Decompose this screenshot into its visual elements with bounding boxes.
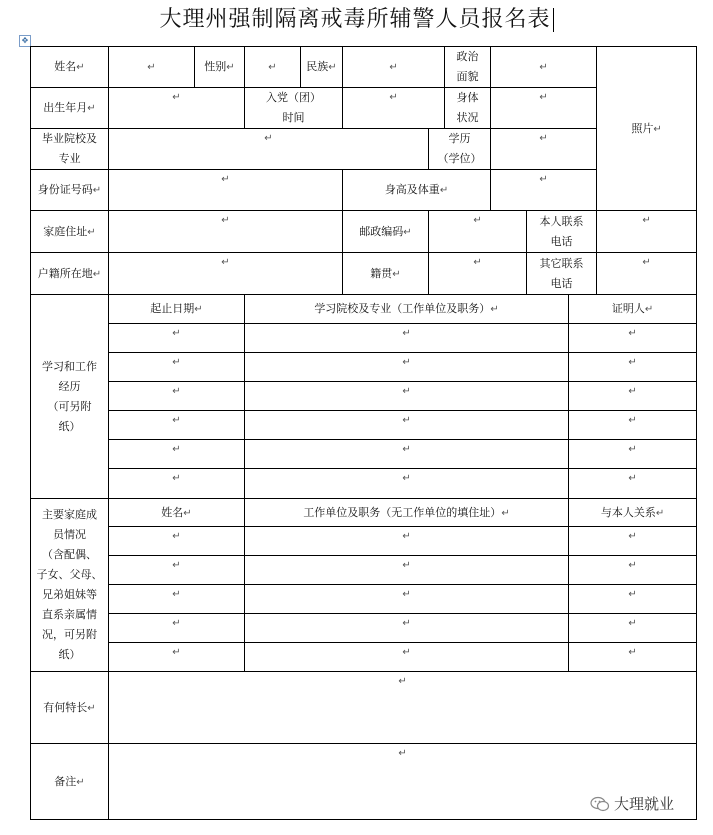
skills-label: 有何特长↵ <box>31 672 109 744</box>
photo-box[interactable]: 照片↵ <box>597 47 697 211</box>
table-row[interactable]: ↵ ↵ ↵ <box>31 527 697 556</box>
table-row[interactable]: ↵ ↵ ↵ <box>31 643 697 672</box>
height-field[interactable]: ↵ <box>491 170 597 211</box>
party-label: 入党（团） 时间 <box>245 88 343 129</box>
education-label: 学历 （学位） <box>429 129 491 170</box>
ethnicity-field[interactable]: ↵ <box>343 47 445 88</box>
health-field[interactable]: ↵ <box>491 88 597 129</box>
skills-field[interactable]: ↵ <box>109 672 697 744</box>
table-row[interactable]: ↵ ↵ ↵ <box>31 353 697 382</box>
remarks-label: 备注↵ <box>31 744 109 820</box>
table-row[interactable]: ↵ ↵ ↵ <box>31 324 697 353</box>
other-phone-field[interactable]: ↵ <box>597 253 697 295</box>
id-field[interactable]: ↵ <box>109 170 343 211</box>
hukou-field[interactable]: ↵ <box>109 253 343 295</box>
text-cursor <box>553 8 554 32</box>
family-label: 主要家庭成 员情况 （含配偶、 子女、父母、 兄弟姐妹等 直系亲属情 况，可另附 纸） <box>31 499 109 672</box>
history-col-dates: 起止日期↵ <box>109 295 245 324</box>
table-row[interactable]: ↵ ↵ ↵ <box>31 469 697 499</box>
birth-field[interactable]: ↵ <box>109 88 245 129</box>
history-col-school: 学习院校及专业（工作单位及职务）↵ <box>245 295 569 324</box>
birth-label: 出生年月↵ <box>31 88 109 129</box>
table-row[interactable]: ↵ ↵ ↵ <box>31 614 697 643</box>
school-label: 毕业院校及 专业 <box>31 129 109 170</box>
name-label: 姓名↵ <box>31 47 109 88</box>
table-move-handle-icon[interactable]: ✥ <box>19 35 31 47</box>
native-field[interactable]: ↵ <box>429 253 527 295</box>
phone-label: 本人联系 电话 <box>527 211 597 253</box>
family-col-name: 姓名↵ <box>109 499 245 527</box>
other-phone-label: 其它联系 电话 <box>527 253 597 295</box>
table-row[interactable]: ↵ ↵ ↵ <box>31 440 697 469</box>
address-field[interactable]: ↵ <box>109 211 343 253</box>
party-field[interactable]: ↵ <box>343 88 445 129</box>
gender-field[interactable]: ↵ <box>245 47 301 88</box>
history-label: 学习和工作 经历 （可另附 纸） <box>31 295 109 499</box>
table-row[interactable]: ↵ ↵ ↵ <box>31 411 697 440</box>
table-row[interactable]: ↵ ↵ ↵ <box>31 556 697 585</box>
family-col-relation: 与本人关系↵ <box>569 499 697 527</box>
table-row[interactable]: ↵ ↵ ↵ <box>31 382 697 411</box>
education-field[interactable]: ↵ <box>491 129 597 170</box>
id-label: 身份证号码↵ <box>31 170 109 211</box>
form-title: 大理州强制隔离戒毒所辅警人员报名表 <box>0 2 713 33</box>
political-label: 政治 面貌 <box>445 47 491 88</box>
registration-form-table <box>30 46 697 820</box>
gender-label: 性别↵ <box>195 47 245 88</box>
wechat-icon <box>590 796 610 812</box>
postcode-field[interactable]: ↵ <box>429 211 527 253</box>
family-col-work: 工作单位及职务（无工作单位的填住址）↵ <box>245 499 569 527</box>
watermark: 大理就业 <box>590 793 674 814</box>
address-label: 家庭住址↵ <box>31 211 109 253</box>
postcode-label: 邮政编码↵ <box>343 211 429 253</box>
political-field[interactable]: ↵ <box>491 47 597 88</box>
name-field[interactable]: ↵ <box>109 47 195 88</box>
table-row[interactable]: ↵ ↵ ↵ <box>31 585 697 614</box>
native-label: 籍贯↵ <box>343 253 429 295</box>
health-label: 身体 状况 <box>445 88 491 129</box>
ethnicity-label: 民族↵ <box>301 47 343 88</box>
phone-field[interactable]: ↵ <box>597 211 697 253</box>
history-col-witness: 证明人↵ <box>569 295 697 324</box>
remarks-field[interactable]: ↵ <box>109 744 697 820</box>
height-label: 身高及体重↵ <box>343 170 491 211</box>
school-field[interactable]: ↵ <box>109 129 429 170</box>
hukou-label: 户籍所在地↵ <box>31 253 109 295</box>
